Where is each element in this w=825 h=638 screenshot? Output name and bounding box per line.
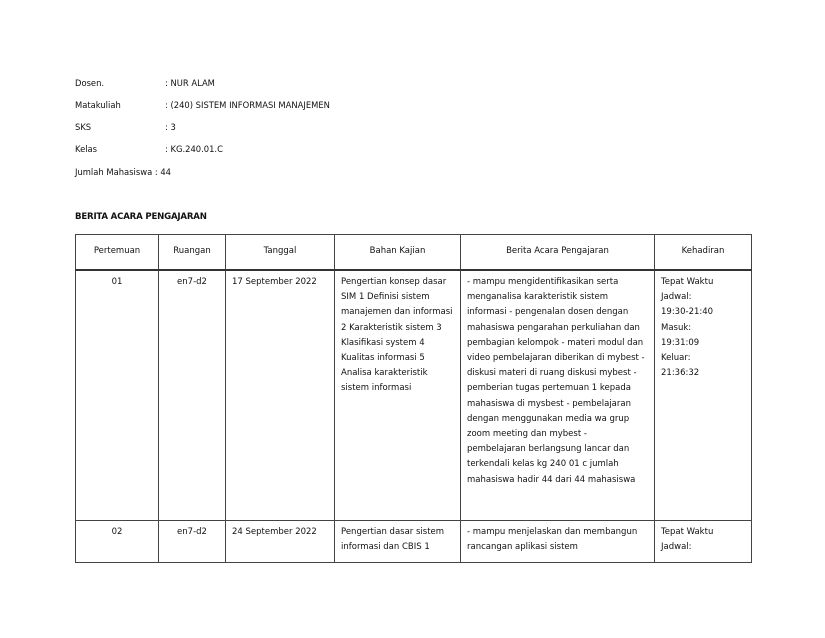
col-header-pertemuan: Pertemuan xyxy=(76,235,159,271)
cell-berita-acara: - mampu mengidentifikasikan serta menganalisa karakteristik sistem informasi - pengenalan dosen dengan mahasiswa pengarahan perkuliahan dan pembagian kelompok - materi modul dan video pembelajaran diberikan di mybest - diskusi materi di ruang diskusi mybest - pemberian tugas pertemuan 1 kepada mahasiswa di mysbest - pembelajaran dengan menggunakan media wa grup zoom meeting dan mybest - pembelajaran berlangsung lancar dan terkendali kelas kg 240 01 c jumlah mahasiswa hadir 44 dari 44 mahasiswa xyxy=(461,270,655,520)
meta-label-text: Jumlah Mahasiswa xyxy=(75,167,153,177)
col-header-ruangan: Ruangan xyxy=(159,235,226,271)
meta-value: : KG.240.01.C xyxy=(165,144,223,154)
kehadiran-keluar-value: 21:36:32 xyxy=(661,368,700,379)
col-header-bahan-kajian: Bahan Kajian xyxy=(335,235,461,271)
kehadiran-masuk-value: 19:31:09 xyxy=(661,337,700,348)
meta-value: : 3 xyxy=(165,122,176,132)
meta-label xyxy=(75,167,171,177)
cell-bahan-kajian: Pengertian konsep dasar SIM 1 Definisi sistem manajemen dan informasi 2 Karakteristik sistem 3 Klasifikasi system 4 Kualitas informasi 5 Analisa karakteristik sistem informasi xyxy=(335,270,461,520)
col-header-kehadiran: Kehadiran xyxy=(655,235,752,271)
meta-label: SKS xyxy=(75,122,92,132)
cell-pertemuan: 01 xyxy=(76,270,159,520)
cell-kehadiran xyxy=(655,270,752,520)
meta-value: : NUR ALAM xyxy=(165,78,215,88)
table-header-row xyxy=(76,235,752,271)
meta-jumlah-mahasiswa xyxy=(75,167,171,178)
kehadiran-jadwal-value: 19:30-21:40 xyxy=(661,307,714,318)
cell-bahan-kajian: Pengertian dasar sistem informasi dan CBIS 1 xyxy=(335,520,461,562)
section-title: BERITA ACARA PENGAJARAN xyxy=(75,212,207,222)
meta-value: : 44 xyxy=(154,167,172,177)
kehadiran-status: Tepat Waktu xyxy=(661,277,714,287)
cell-pertemuan: 02 xyxy=(76,520,159,562)
kehadiran-jadwal-label: Jadwal: xyxy=(661,541,692,552)
kehadiran-masuk-label: Masuk: xyxy=(661,322,692,333)
kehadiran-keluar-label: Keluar: xyxy=(661,353,691,364)
cell-kehadiran xyxy=(655,520,752,562)
table-row xyxy=(76,520,752,562)
table-row xyxy=(76,270,752,520)
meta-label: Kelas xyxy=(75,144,98,154)
cell-tanggal: 24 September 2022 xyxy=(226,520,335,562)
cell-tanggal: 17 September 2022 xyxy=(226,270,335,520)
kehadiran-status: Tepat Waktu xyxy=(661,526,714,537)
berita-acara-table xyxy=(75,234,752,563)
meta-label: Matakuliah xyxy=(75,100,121,110)
meta-label: Dosen. xyxy=(75,78,105,88)
col-header-tanggal: Tanggal xyxy=(226,235,335,271)
cell-ruangan: en7-d2 xyxy=(159,520,226,562)
cell-berita-acara: - mampu menjelaskan dan membangun rancangan aplikasi sistem xyxy=(461,520,655,562)
col-header-berita-acara: Berita Acara Pengajaran xyxy=(461,235,655,271)
meta-value: : (240) SISTEM INFORMASI MANAJEMEN xyxy=(165,100,330,110)
cell-ruangan: en7-d2 xyxy=(159,270,226,520)
kehadiran-jadwal-label: Jadwal: xyxy=(661,292,692,303)
